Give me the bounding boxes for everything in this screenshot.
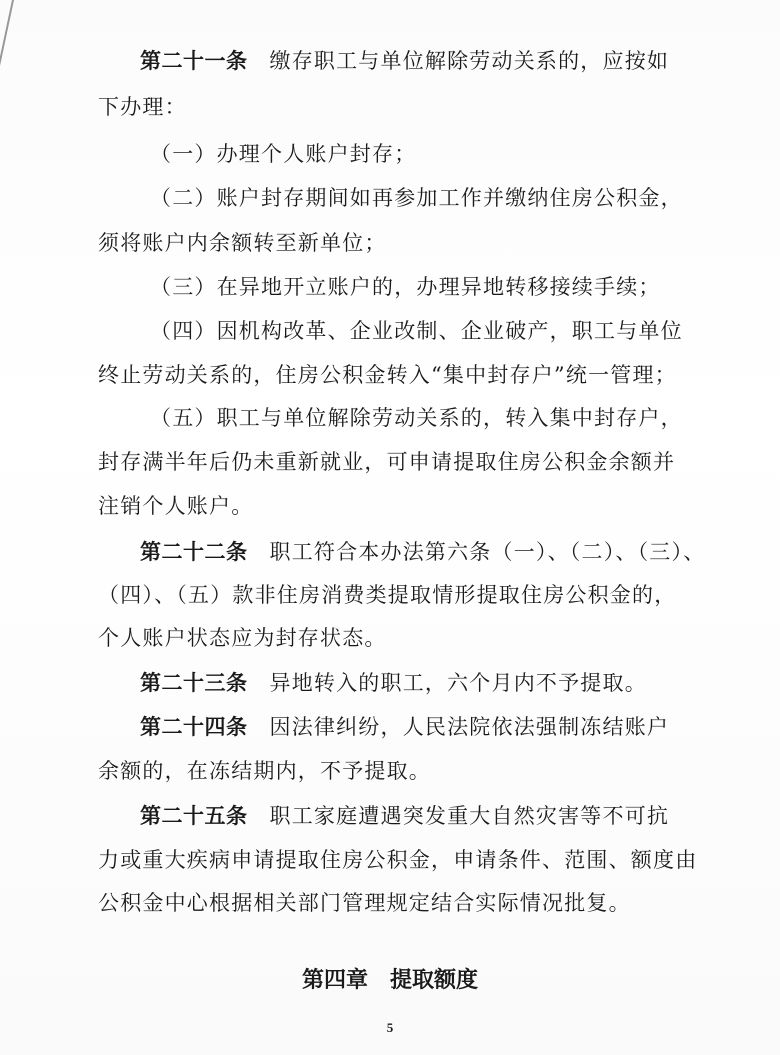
article-23-heading-line <box>0 668 780 698</box>
article-23-text: 异地转入的职工，六个月内不予提取。 <box>269 671 647 695</box>
chapter-number: 第四章 <box>301 968 368 993</box>
article-21-item-5-cont1: 封存满半年后仍未重新就业，可申请提取住房公积金余额并 <box>98 450 676 474</box>
article-22-line2: （四）、（五）款非住房消费类提取情形提取住房公积金的， <box>98 583 677 607</box>
article-22-text: 职工符合本办法第六条（一）、（二）、（三）、 <box>269 540 706 564</box>
article-25-line3: 公积金中心根据相关部门管理规定结合实际情况批复。 <box>98 891 631 915</box>
article-22-line3: 个人账户状态应为封存状态。 <box>98 626 387 650</box>
article-25-label: 第二十五条 <box>140 804 248 828</box>
page-number: 5 <box>386 1020 394 1035</box>
article-21-line2: 下办理： <box>98 95 187 119</box>
article-21-item-2-cont: 须将账户内余额转至新单位； <box>98 231 387 255</box>
article-21-item-2: （二）账户封存期间如再参加工作并缴纳住房公积金， <box>150 186 683 210</box>
article-25-text: 职工家庭遭遇突发重大自然灾害等不可抗 <box>269 804 670 828</box>
article-21-item-1: （一）办理个人账户封存； <box>150 142 417 166</box>
article-24-line2: 余额的，在冻结期内，不予提取。 <box>98 759 431 783</box>
article-21-item-5-cont2: 注销个人账户。 <box>98 494 254 518</box>
article-23-label: 第二十三条 <box>140 671 248 695</box>
article-21-heading-line <box>0 46 780 76</box>
article-24-heading-line <box>0 712 780 742</box>
article-24-label: 第二十四条 <box>140 715 248 739</box>
article-25-line2: 力或重大疾病申请提取住房公积金，申请条件、范围、额度由 <box>98 848 698 872</box>
article-21-item-3: （三）在异地开立账户的，办理异地转移接续手续； <box>150 275 661 299</box>
article-21-text: 缴存职工与单位解除劳动关系的，应按如 <box>269 49 670 73</box>
article-21-label: 第二十一条 <box>140 49 248 73</box>
article-24-text: 因法律纠纷，人民法院依法强制冻结账户 <box>269 715 670 739</box>
article-22-heading-line <box>0 537 780 567</box>
chapter-title: 提取额度 <box>390 968 479 993</box>
article-21-item-4-cont: 终止劳动关系的，住房公积金转入“集中封存户”统一管理； <box>98 363 677 387</box>
article-22-label: 第二十二条 <box>140 540 248 564</box>
article-21-item-4: （四）因机构改革、企业改制、企业破产，职工与单位 <box>150 319 683 343</box>
chapter-heading <box>0 966 780 996</box>
article-25-heading-line <box>0 801 780 831</box>
article-21-item-5: （五）职工与单位解除劳动关系的，转入集中封存户， <box>150 406 683 430</box>
